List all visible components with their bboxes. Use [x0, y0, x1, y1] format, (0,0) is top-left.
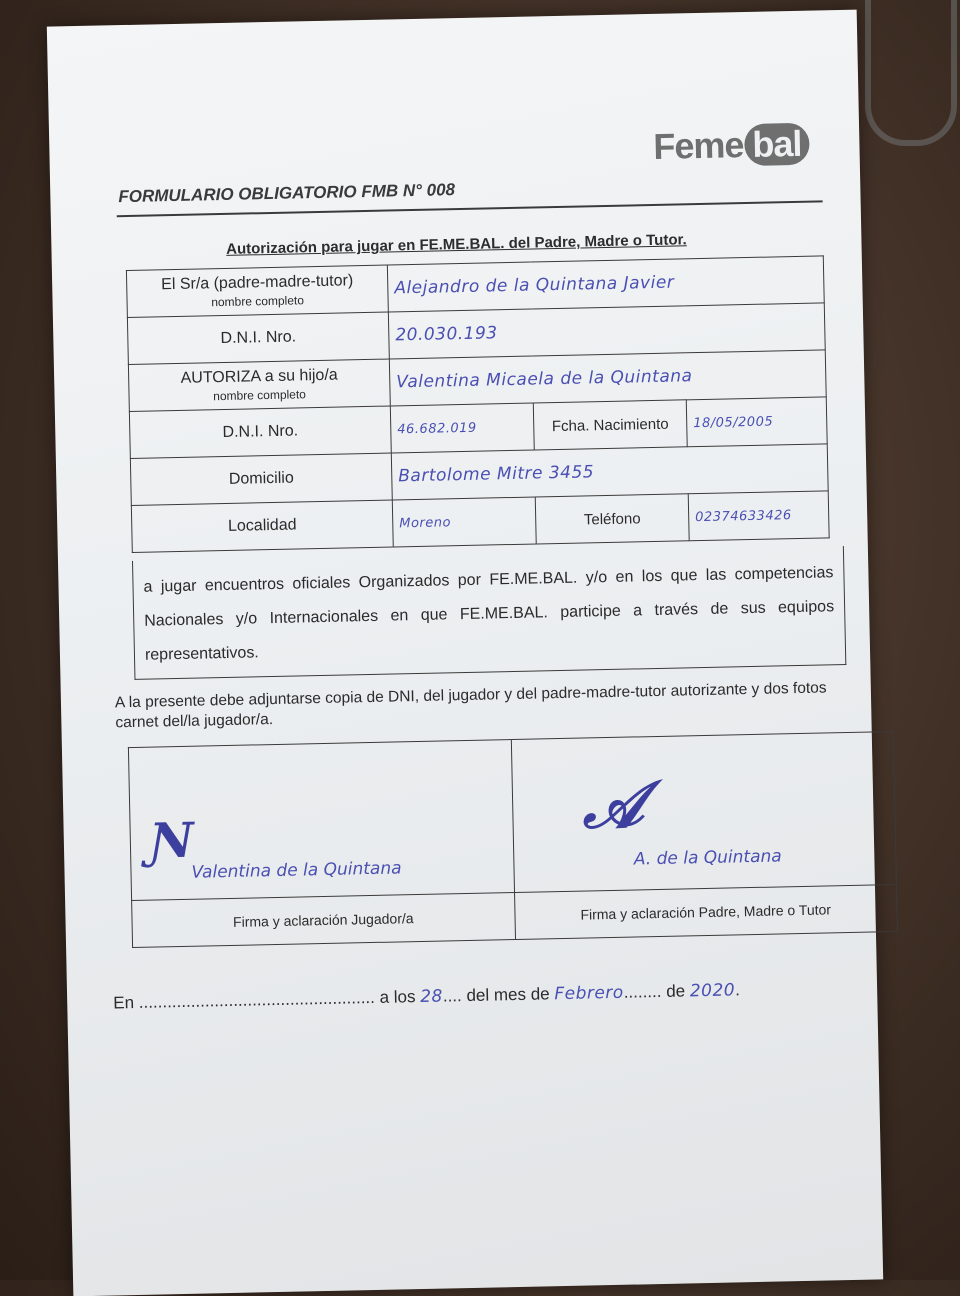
- telefono-label: Teléfono: [535, 494, 689, 544]
- tutor-name-field[interactable]: Alejandro de la Quintana Javier: [387, 256, 824, 312]
- child-label-cell: AUTORIZA a su hijo/a nombre completo: [128, 359, 390, 411]
- child-name-field[interactable]: Valentina Micaela de la Quintana: [389, 350, 826, 406]
- domicilio-label: Domicilio: [130, 453, 392, 505]
- player-signature-name: Valentina de la Quintana: [191, 858, 402, 883]
- telefono-field[interactable]: 02374633426: [688, 491, 829, 541]
- place-field[interactable]: En ..................................................: [113, 987, 376, 1013]
- authorization-table: [126, 255, 830, 553]
- tutor-dni-label: D.N.I. Nro.: [127, 312, 389, 364]
- year-field[interactable]: 2020: [689, 980, 736, 1002]
- birth-date-label: Fcha. Nacimiento: [533, 400, 687, 450]
- month-field[interactable]: Febrero: [554, 982, 624, 1005]
- child-dni-field[interactable]: 46.682.019: [390, 403, 534, 453]
- date-line: En .................................................. a los 28.... del mes de Febrero........ de 2020.: [113, 980, 741, 1013]
- domicilio-field[interactable]: Bartolome Mitre 3455: [391, 444, 828, 500]
- femebal-logo: Feme bal: [653, 123, 810, 168]
- player-signature-scribble: Ɲ: [148, 812, 194, 870]
- day-field[interactable]: 28: [420, 986, 444, 1008]
- player-signature-caption: Firma y aclaración Jugador/a: [132, 893, 515, 948]
- tutor-label-cell: El Sr/a (padre-madre-tutor) nombre completo: [126, 265, 388, 317]
- form-document: [47, 10, 883, 1296]
- authorization-paragraph: a jugar encuentros oficiales Organizados por FE.ME.BAL. y/o en los que las competencias Nacionales y/o Internacionales en que FE.ME.BAL. participe a través de sus equipos representativos.: [132, 546, 846, 680]
- paper-clip: [865, 0, 957, 146]
- localidad-label: Localidad: [131, 500, 393, 552]
- signature-table: [128, 731, 898, 948]
- attachment-note: A la presente debe adjuntarse copia de DNI, del jugador y del padre-madre-tutor autorizante y dos fotos carnet del/la jugador/a.: [114, 679, 827, 732]
- birth-date-field[interactable]: 18/05/2005: [686, 397, 827, 447]
- tutor-signature-name: A. de la Quintana: [633, 846, 782, 870]
- tutor-signature-box[interactable]: [511, 732, 897, 893]
- tutor-dni-field[interactable]: 20.030.193: [388, 303, 825, 359]
- form-title: FORMULARIO OBLIGATORIO FMB N° 008: [118, 180, 456, 207]
- localidad-field[interactable]: Moreno: [392, 497, 536, 547]
- child-dni-label: D.N.I. Nro.: [129, 406, 391, 458]
- form-subtitle: Autorización para jugar en FE.ME.BAL. del Padre, Madre o Tutor.: [226, 231, 687, 258]
- player-signature-box[interactable]: [128, 740, 514, 901]
- tutor-signature-caption: Firma y aclaración Padre, Madre o Tutor: [514, 885, 897, 940]
- tutor-signature-scribble: 𝒜: [581, 767, 645, 844]
